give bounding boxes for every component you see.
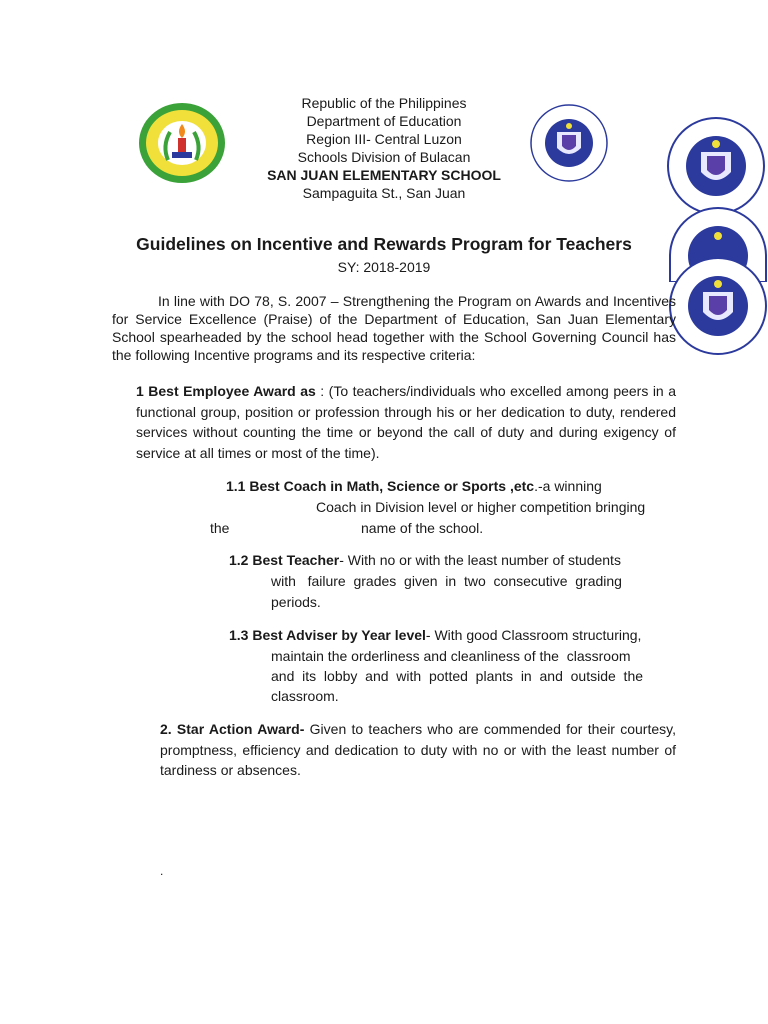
deped-seal: [530, 104, 608, 182]
school-name: SAN JUAN ELEMENTARY SCHOOL: [267, 167, 501, 183]
item-1-3-line4: classroom.: [271, 688, 339, 704]
item-1-3-line1: [229, 625, 641, 646]
school-year: SY: 2018-2019: [337, 259, 431, 275]
header-line-division: Schools Division of Bulacan: [297, 149, 471, 165]
school-logo: [138, 102, 226, 184]
deped-seal-right-1: [666, 116, 766, 216]
item-1-label: 1 Best Employee Award as: [136, 383, 316, 399]
item-1-1-line3b: name of the school.: [361, 520, 484, 536]
item-1-1-line2: Coach in Division level or higher competition bringing: [316, 499, 646, 515]
item-1-text: : (To teachers/individuals who excelled among peers in a functional group, position or profession through his or her dedication to duty, rendered services without counting the time or beyond the call of duty and during exigency of service at all times or most of the time).: [136, 383, 676, 461]
document-title: Guidelines on Incentive and Rewards Program for Teachers: [136, 234, 632, 254]
item-1-1-label: 1.1 Best Coach in Math, Science or Sports ,etc: [226, 478, 535, 494]
header-line-republic: Republic of the Philippines: [301, 95, 467, 111]
item-1-2-text-1: - With no or with the least number of students: [339, 552, 621, 568]
item-1-3-text-1: - With good Classroom structuring,: [425, 627, 642, 643]
item-1-1-line3a: the: [210, 520, 230, 536]
item-1-3-line2: maintain the orderliness and cleanliness of the classroom: [271, 648, 631, 664]
item-1-2-label: 1.2 Best Teacher: [229, 552, 340, 568]
deped-seal-right-3: [668, 256, 768, 356]
item-1-2-line1: [229, 550, 621, 571]
item-1-3-line3: and its lobby and with potted plants in and outside the: [271, 668, 644, 684]
item-2-label: 2. Star Action Award-: [160, 721, 305, 737]
item-2-text: Given to teachers who are commended for their courtesy, promptness, efficiency and dedication to duty with no or with the least number of tardiness or absences.: [160, 721, 676, 778]
item-1-2-line2: with failure grades given in two consecutive grading: [271, 573, 622, 589]
intro-text: In line with DO 78, S. 2007 – Strengthening the Program on Awards and Incentives for Service Excellence (Praise) of the Department of Education, San Juan Elementary School spearheaded by the school head together with the School Governing Council has the following Incentive programs and its respective criteria:: [112, 293, 676, 363]
intro-paragraph: [112, 292, 676, 364]
item-1-1-text-1: .-a winning: [534, 478, 602, 494]
header-line-department: Department of Education: [306, 113, 462, 129]
trailing-dot: .: [160, 864, 164, 878]
school-address: Sampaguita St., San Juan: [302, 185, 466, 201]
item-1-2-line3: periods.: [271, 594, 321, 610]
header-line-region: Region III- Central Luzon: [306, 131, 462, 147]
item-1: [136, 381, 676, 463]
item-1-3-label: 1.3 Best Adviser by Year level: [229, 627, 426, 643]
item-2: [160, 719, 676, 781]
item-1-1-line1: [226, 476, 676, 497]
